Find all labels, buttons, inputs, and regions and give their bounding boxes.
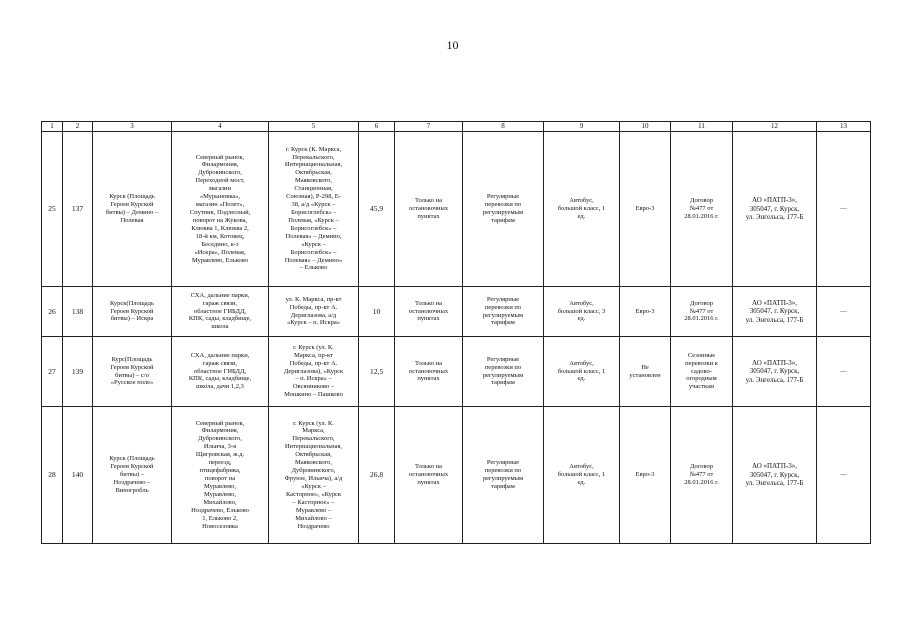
- stops-cell: Северный рынок, Филармония, Дубровинского, Переходной мост, магазин «Мурыновка», магазин «Полет», Спутник, Подлесный, поворот на Жукова, Клюква 1, Клюква 2, 18-й км, Котовец, Беседино, к-з «Искра», Полевая, Муравлево, Ельково: [172, 132, 269, 287]
- table-row: [42, 337, 871, 407]
- column-number: 2: [63, 122, 93, 132]
- note-cell: —: [817, 132, 871, 287]
- vehicle-cell: Автобус, большой класс, 1 ед.: [544, 337, 620, 407]
- contract-cell: Договор №477 от 28.01.2016 г.: [671, 132, 733, 287]
- carrier-cell: АО «ПАТП-3», 305047, г. Курск, ул. Энгельса, 177-Б: [733, 287, 817, 337]
- vehicle-cell: Автобус, большой класс, 3 ед.: [544, 287, 620, 337]
- eco-class-cell: Евро-3: [620, 132, 671, 287]
- streets-cell: г. Курск (К. Маркса, Перекальского, Интернациональная, Октябрьская, Маяковского, Станционная, Союзная), Р-298, Е- 38, а/д «Курск – Борисоглебск» - Полевая, «Курск – Борисоглебск» – Полевая» – Демино, «Курск – Борисоглебск» – Полевая» – Демино» – Ельково: [269, 132, 359, 287]
- stops-cell: СХА, дальние парки, гараж связи, областное ГИБДД, КПК, сады, кладбище, школа, дачи 1,2,3: [172, 337, 269, 407]
- eco-class-cell: Не установлен: [620, 337, 671, 407]
- column-number: 6: [359, 122, 395, 132]
- table-row: [42, 132, 871, 287]
- table-row: [42, 287, 871, 337]
- eco-class-cell: Евро-3: [620, 407, 671, 544]
- route-name-cell: Курск (Площадь Героев Курской битвы) – Ноздрачево – Виногробль: [93, 407, 172, 544]
- row-number-cell: 26: [42, 287, 63, 337]
- length-cell: 10: [359, 287, 395, 337]
- route-number-cell: 137: [63, 132, 93, 287]
- row-number-cell: 27: [42, 337, 63, 407]
- column-number: 5: [269, 122, 359, 132]
- column-number: 9: [544, 122, 620, 132]
- tariff-cell: Регулярные перевозки по регулируемым тарифам: [463, 132, 544, 287]
- tariff-cell: Регулярные перевозки по регулируемым тарифам: [463, 287, 544, 337]
- column-number: 3: [93, 122, 172, 132]
- stop-order-cell: Только на остановочных пунктах: [395, 337, 463, 407]
- column-number: 13: [817, 122, 871, 132]
- column-number: 7: [395, 122, 463, 132]
- stop-order-cell: Только на остановочных пунктах: [395, 407, 463, 544]
- note-cell: —: [817, 337, 871, 407]
- column-number: 10: [620, 122, 671, 132]
- stop-order-cell: Только на остановочных пунктах: [395, 287, 463, 337]
- routes-table: [41, 121, 871, 544]
- column-number: 4: [172, 122, 269, 132]
- column-number: 8: [463, 122, 544, 132]
- stop-order-cell: Только на остановочных пунктах: [395, 132, 463, 287]
- contract-cell: Договор №477 от 28.01.2016 г.: [671, 407, 733, 544]
- vehicle-cell: Автобус, большой класс, 1 ед.: [544, 132, 620, 287]
- contract-cell: Договор №477 от 28.01.2016 г.: [671, 287, 733, 337]
- column-number: 12: [733, 122, 817, 132]
- note-cell: —: [817, 407, 871, 544]
- tariff-cell: Регулярные перевозки по регулируемым тарифам: [463, 337, 544, 407]
- table-row: [42, 407, 871, 544]
- route-name-cell: Курск(Площадь Героев Курской битвы) – Искра: [93, 287, 172, 337]
- streets-cell: г. Курск (ул. К. Маркса, пр-кт Победы, пр-кт А. Дериглазова), «Курск – п. Искра» – Овсянниково – Мошкино – Пашково: [269, 337, 359, 407]
- route-name-cell: Курск (Площадь Героев Курской битвы) – Демино – Полевая: [93, 132, 172, 287]
- row-number-cell: 25: [42, 132, 63, 287]
- length-cell: 45,9: [359, 132, 395, 287]
- stops-cell: СХА, дальние парки, гараж связи, областное ГИБДД, КПК, сады, кладбище, школа: [172, 287, 269, 337]
- stops-cell: Северный рынок, Филармония, Дубровинского, Ильича, 3-я Щигровская, ж.д. переезд, птицефабрика, поворот на Муравлево, Муравлево, Михайлово, Ноздрачево, Ельково 1, Ельково 2, Новоселовка: [172, 407, 269, 544]
- carrier-cell: АО «ПАТП-3», 305047, г. Курск, ул. Энгельса, 177-Б: [733, 407, 817, 544]
- route-number-cell: 139: [63, 337, 93, 407]
- length-cell: 12,5: [359, 337, 395, 407]
- column-number: 11: [671, 122, 733, 132]
- length-cell: 26,8: [359, 407, 395, 544]
- vehicle-cell: Автобус, большой класс, 1 ед.: [544, 407, 620, 544]
- column-number: 1: [42, 122, 63, 132]
- page-number: 10: [446, 38, 459, 52]
- streets-cell: г. Курск (ул. К. Маркса, Перекальского, Интернациональная, Октябрьская, Маяковского, Дубровинского, Фрунзе, Ильича), а/д «Курск – Касторное», «Курск – Касторное» – Муравлево – Михайлово – Ноздрачево: [269, 407, 359, 544]
- carrier-cell: АО «ПАТП-3», 305047, г. Курск, ул. Энгельса, 177-Б: [733, 337, 817, 407]
- carrier-cell: АО «ПАТП-3», 305047, г. Курск, ул. Энгельса, 177-Б: [733, 132, 817, 287]
- route-number-cell: 138: [63, 287, 93, 337]
- tariff-cell: Регулярные перевозки по регулируемым тарифам: [463, 407, 544, 544]
- column-number-row: [42, 122, 871, 132]
- eco-class-cell: Евро-3: [620, 287, 671, 337]
- contract-cell: Сезонные перевозки к садово- огородным участкам: [671, 337, 733, 407]
- route-number-cell: 140: [63, 407, 93, 544]
- row-number-cell: 28: [42, 407, 63, 544]
- route-name-cell: Курс(Площадь Героев Курской битвы) – с/о «Русское поле»: [93, 337, 172, 407]
- streets-cell: ул. К. Маркса, пр-кт Победы, пр-кт А. Дериглазова, а/д «Курск – п. Искра»: [269, 287, 359, 337]
- note-cell: —: [817, 287, 871, 337]
